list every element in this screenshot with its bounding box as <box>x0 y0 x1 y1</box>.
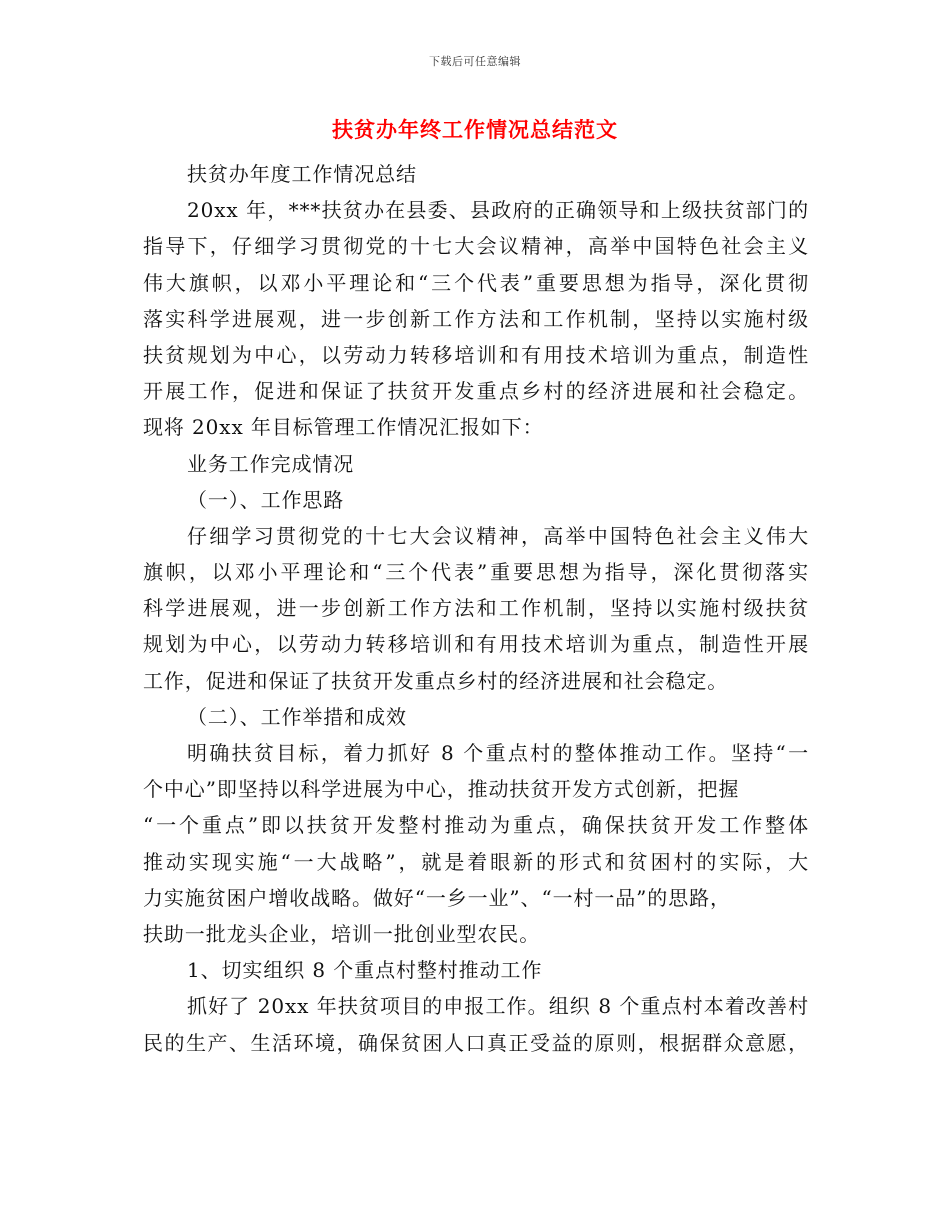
paragraph-line: 民的生产、生活环境，确保贫困人口真正受益的原则，根据群众意愿， <box>143 1030 809 1055</box>
paragraph-line: 落实科学进展观，进一步创新工作方法和工作机制，坚持以实施村级 <box>143 306 809 331</box>
document-body <box>143 156 809 1061</box>
page-header-note: 下载后可任意编辑 <box>429 55 521 68</box>
document-title: 扶贫办年终工作情况总结范文 <box>332 118 618 142</box>
paragraph-line: 抓好了 20xx 年扶贫项目的申报工作。组织 8 个重点村本着改善村 <box>187 994 809 1019</box>
section-heading: 业务工作完成情况 <box>187 451 355 476</box>
paragraph-line: 工作，促进和保证了扶贫开发重点乡村的经济进展和社会稳定。 <box>143 668 729 693</box>
paragraph-line: 伟大旗帜，以邓小平理论和“三个代表”重要思想为指导，深化贯彻 <box>143 270 809 295</box>
paragraph-line: 仔细学习贯彻党的十七大会议精神，高举中国特色社会主义伟大 <box>187 523 809 548</box>
paragraph-line: 科学进展观，进一步创新工作方法和工作机制，坚持以实施村级扶贫 <box>143 596 809 621</box>
paragraph-line: 力实施贫困户增收战略。做好“一乡一业”、“一村一品”的思路， <box>143 885 731 910</box>
paragraph-line: 开展工作，促进和保证了扶贫开发重点乡村的经济进展和社会稳定。 <box>143 379 809 404</box>
paragraph-line: 20xx 年，***扶贫办在县委、县政府的正确领导和上级扶贫部门的 <box>187 198 809 223</box>
subtitle-line: 扶贫办年度工作情况总结 <box>187 162 417 186</box>
paragraph-line: 旗帜，以邓小平理论和“三个代表”重要思想为指导，深化贯彻落实 <box>143 560 809 585</box>
paragraph-line: 指导下，仔细学习贯彻党的十七大会议精神，高举中国特色社会主义 <box>143 234 809 259</box>
paragraph-line: 规划为中心，以劳动力转移培训和有用技术培训为重点，制造性开展 <box>143 632 809 657</box>
paragraph-line: 扶助一批龙头企业，培训一批创业型农民。 <box>143 921 541 946</box>
subsection-heading: （二）、工作举措和成效 <box>187 704 407 729</box>
paragraph-line: 推动实现实施“一大战略”，就是着眼新的形式和贫困村的实际，大 <box>143 849 809 874</box>
paragraph-line: “一个重点”即以扶贫开发整村推动为重点，确保扶贫开发工作整体 <box>143 813 809 838</box>
subsection-heading: （一）、工作思路 <box>187 487 345 512</box>
numbered-heading: 1、切实组织 8 个重点村整村推动工作 <box>187 958 543 983</box>
paragraph-line: 扶贫规划为中心，以劳动力转移培训和有用技术培训为重点，制造性 <box>143 342 809 367</box>
paragraph-line: 现将 20xx 年目标管理工作情况汇报如下： <box>143 415 544 440</box>
paragraph-line: 明确扶贫目标，着力抓好 8 个重点村的整体推动工作。坚持“一 <box>187 741 809 765</box>
paragraph-line: 个中心”即坚持以科学进展为中心，推动扶贫开发方式创新，把握 <box>143 777 740 802</box>
